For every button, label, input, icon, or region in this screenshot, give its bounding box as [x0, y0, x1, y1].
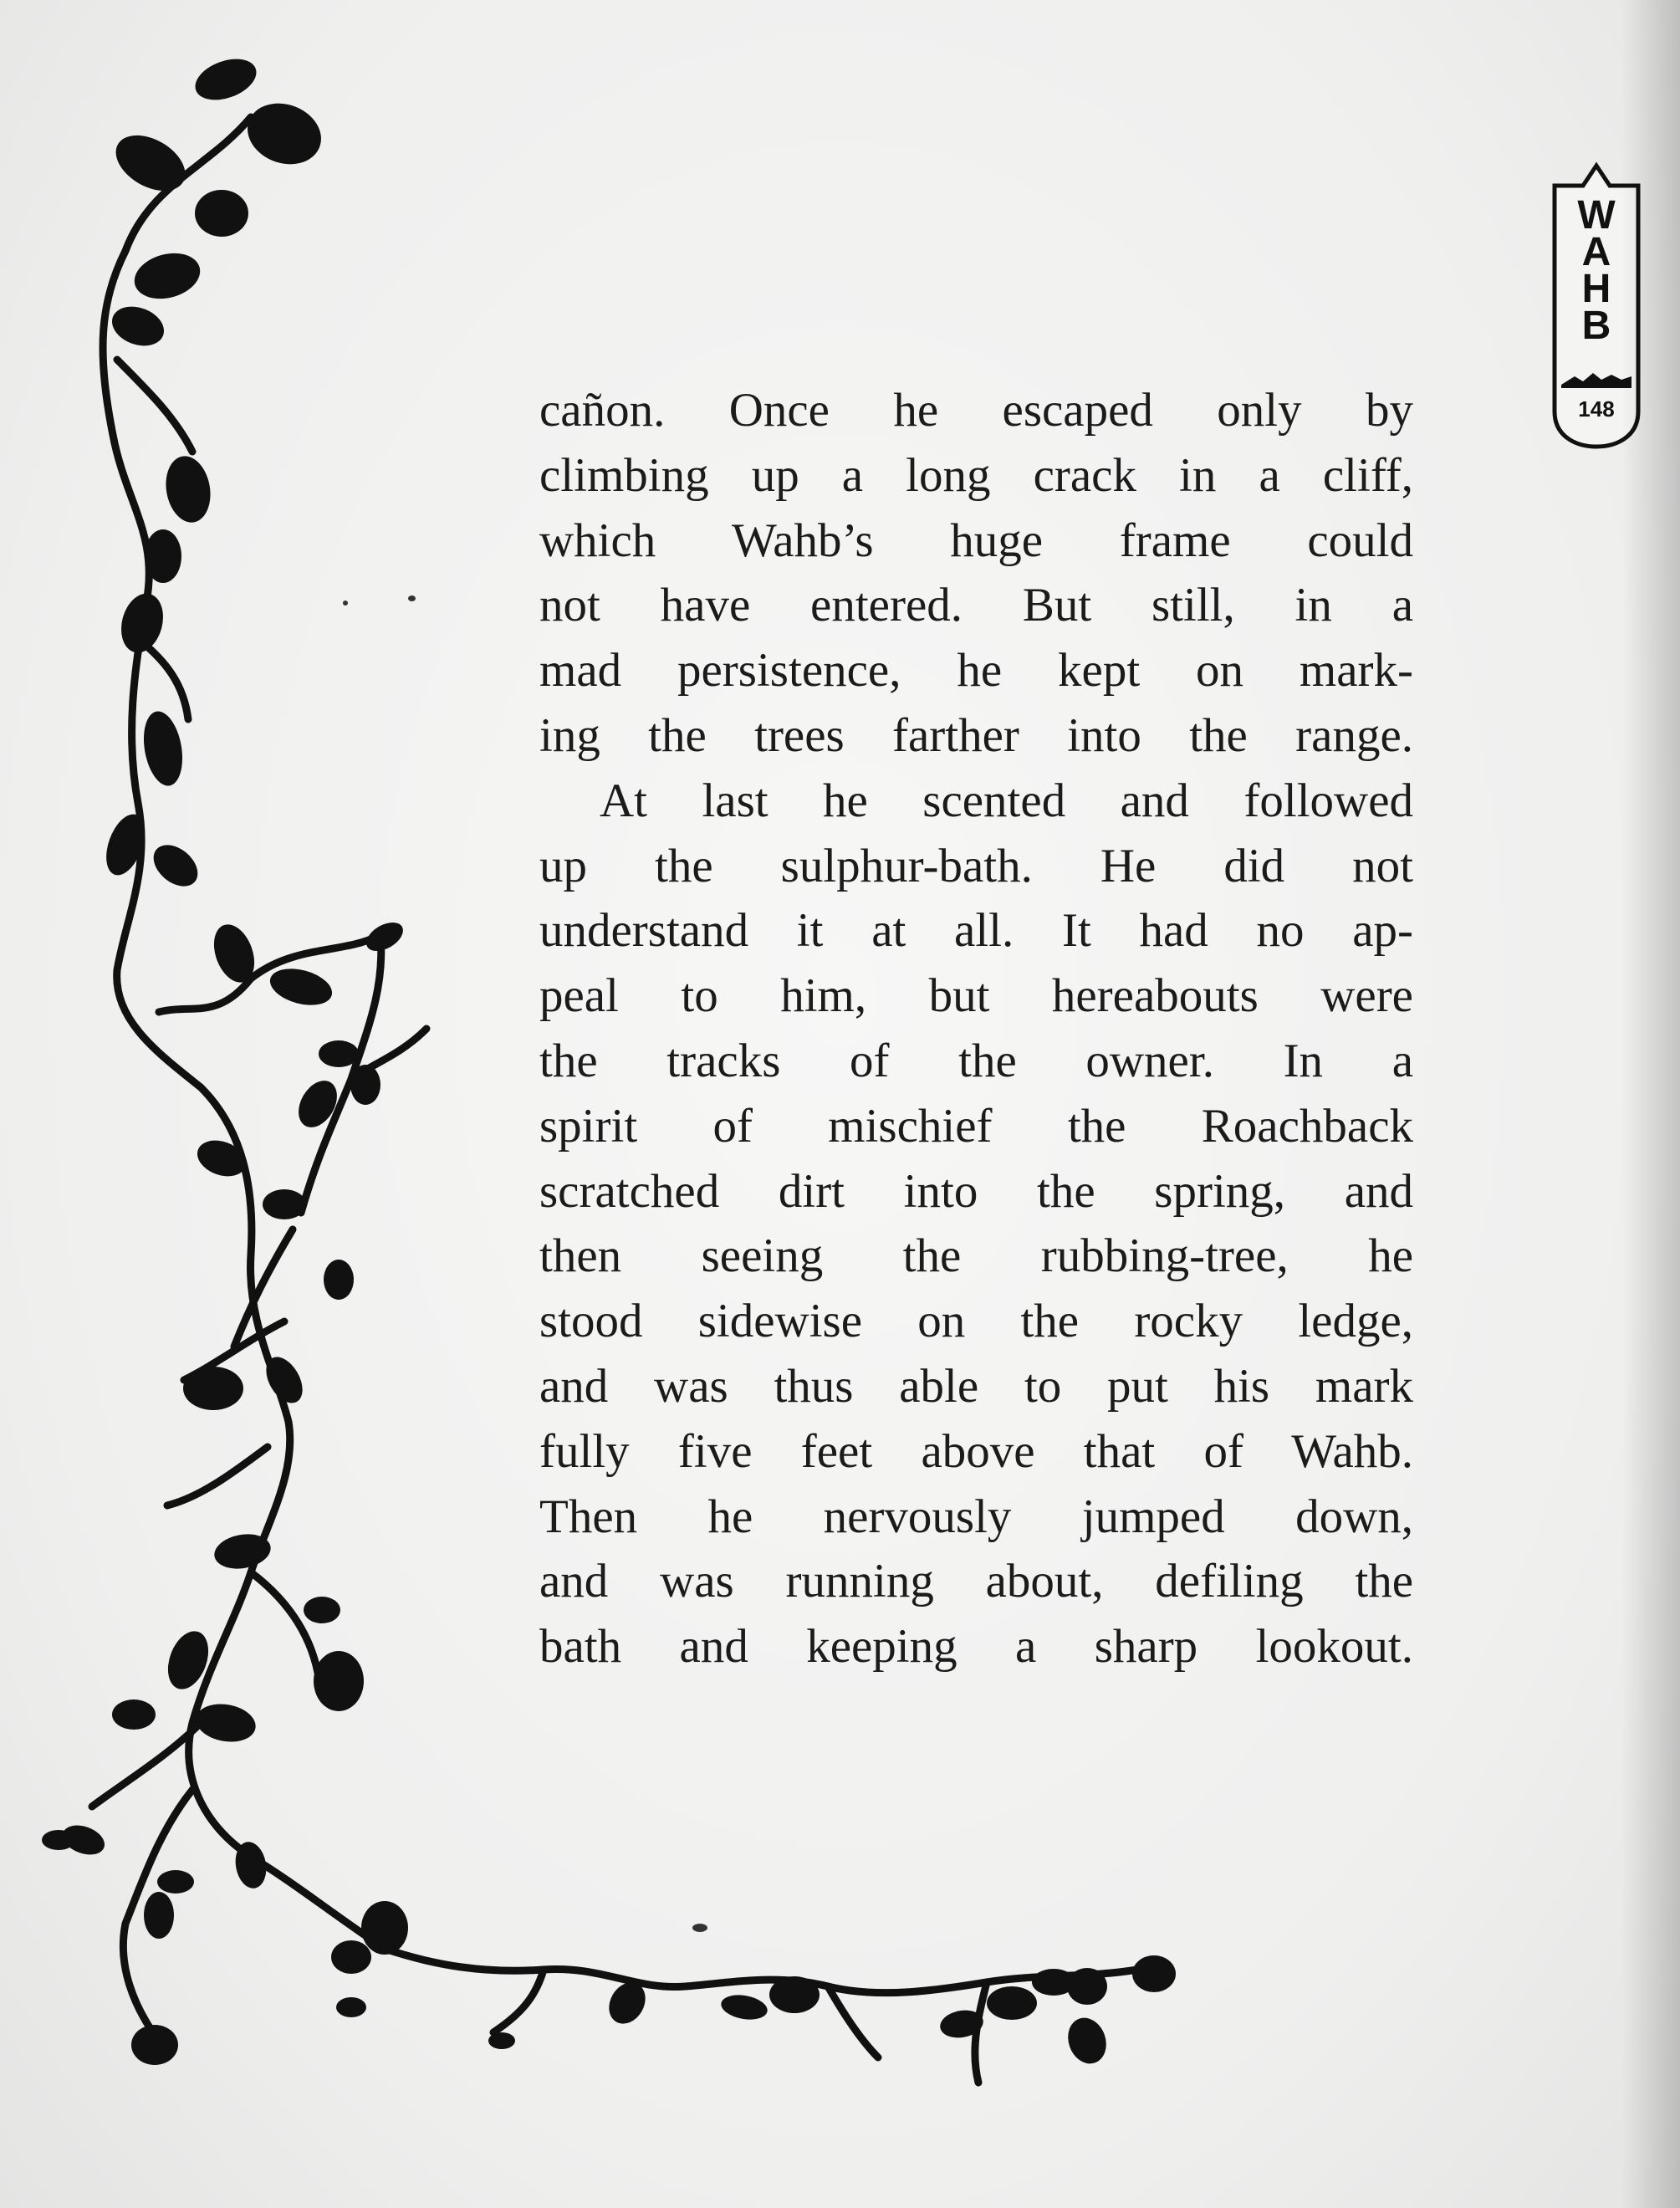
text-line: At last he scented and followed: [600, 774, 1413, 827]
text-line: peal to him, but hereabouts were: [539, 969, 1413, 1023]
body-text: [539, 378, 1413, 1679]
text-line: cañon. Once he escaped only by: [539, 384, 1413, 437]
text-line: the tracks of the owner. In a: [539, 1034, 1413, 1087]
text-line: and was running about, defiling the: [539, 1555, 1413, 1608]
text-line: understand it at all. It had no ap-: [539, 904, 1413, 958]
running-header-letter: A: [1581, 230, 1611, 274]
running-header-letter: H: [1581, 267, 1611, 311]
spine-shadow: [1621, 0, 1680, 2208]
text-line: ing the trees farther into the range.: [539, 708, 1413, 762]
dust-speck: [343, 601, 348, 606]
text-line: stood sidewise on the rocky ledge,: [539, 1295, 1413, 1348]
text-line: bath and keeping a sharp lookout.: [539, 1620, 1413, 1674]
text-line: fully five feet above that of Wahb.: [539, 1424, 1413, 1478]
page-number: 148: [1578, 396, 1615, 422]
dust-speck: [408, 595, 416, 601]
text-line: not have entered. But still, in a: [539, 579, 1413, 632]
text-line: climbing up a long crack in a cliff,: [539, 448, 1413, 502]
text-line: which Wahb’s huge frame could: [539, 514, 1413, 567]
text-line: scratched dirt into the spring, and: [539, 1164, 1413, 1218]
text-line: spirit of mischief the Roachback: [539, 1099, 1413, 1153]
text-line: Then he nervously jumped down,: [539, 1490, 1413, 1543]
dust-speck: [692, 1924, 707, 1932]
text-line: up the sulphur-bath. He did not: [539, 839, 1413, 892]
running-header-letter: W: [1577, 193, 1616, 238]
text-line: mad persistence, he kept on mark-: [539, 644, 1413, 698]
running-header-letter: B: [1581, 304, 1611, 348]
text-line: then seeing the rubbing-tree, he: [539, 1229, 1413, 1283]
text-line: and was thus able to put his mark: [539, 1359, 1413, 1413]
